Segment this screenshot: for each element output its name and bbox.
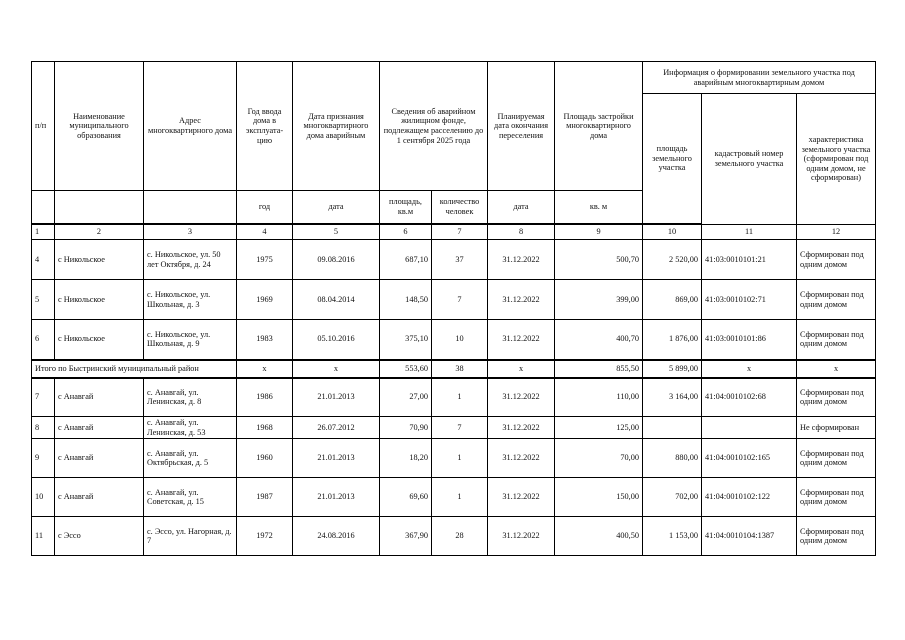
row-build: 150,00 [555, 478, 643, 517]
row-characteristic: Сформирован под одним домом [797, 240, 876, 280]
row-characteristic: Сформирован под одним домом [797, 378, 876, 417]
col-number: 12 [797, 225, 876, 240]
row-planned: 31.12.2022 [488, 417, 555, 439]
row-cadastral: 41:03:0010102:71 [702, 280, 797, 320]
row-number: 9 [32, 439, 55, 478]
row-area: 687,10 [380, 240, 432, 280]
row-date: 26.07.2012 [293, 417, 380, 439]
row-planned: 31.12.2022 [488, 320, 555, 360]
row-build: 399,00 [555, 280, 643, 320]
row-build: 125,00 [555, 417, 643, 439]
row-cadastral: 41:04:0010102:68 [702, 378, 797, 417]
row-land [643, 417, 702, 439]
row-area: 367,90 [380, 517, 432, 556]
row-area: 18,20 [380, 439, 432, 478]
unit-year: год [237, 191, 293, 224]
row-number: 4 [32, 240, 55, 280]
row-address: с. Анавгай, ул. Ленинская, д. 53 [144, 417, 237, 439]
row-address: с. Никольское, ул. 50 лет Октября, д. 24 [144, 240, 237, 280]
col-number: 11 [702, 225, 797, 240]
row-land: 1 153,00 [643, 517, 702, 556]
unit-empty-2 [55, 191, 144, 224]
row-year: 1968 [237, 417, 293, 439]
row-characteristic: Сформирован под одним домом [797, 439, 876, 478]
row-area: 148,50 [380, 280, 432, 320]
row-land: 880,00 [643, 439, 702, 478]
col-number: 2 [55, 225, 144, 240]
row-address: с. Никольское, ул. Школьная, д. 3 [144, 280, 237, 320]
row-number: 7 [32, 378, 55, 417]
row-build: 400,70 [555, 320, 643, 360]
table-row [32, 517, 876, 556]
row-municipality: с Никольское [55, 280, 144, 320]
row-cadastral: 41:04:0010102:165 [702, 439, 797, 478]
row-date: 08.04.2014 [293, 280, 380, 320]
row-address: с. Анавгай, ул. Ленинская, д. 8 [144, 378, 237, 417]
row-year: 1960 [237, 439, 293, 478]
unit-date: дата [293, 191, 380, 224]
row-build: 110,00 [555, 378, 643, 417]
table-row [32, 240, 876, 280]
row-characteristic: Сформирован под одним домом [797, 280, 876, 320]
header-housing-info: Сведения об аварийном жилищном фонде, подлежащем расселению до 1 сентября 2025 года [380, 62, 488, 191]
header-num: п/п [32, 62, 55, 191]
col-number: 3 [144, 225, 237, 240]
row-build: 400,50 [555, 517, 643, 556]
total-cadastral: x [702, 360, 797, 378]
resettlement-table [31, 61, 876, 556]
row-build: 70,00 [555, 439, 643, 478]
row-planned: 31.12.2022 [488, 478, 555, 517]
row-characteristic: Не сформирован [797, 417, 876, 439]
row-people: 1 [432, 378, 488, 417]
unit-empty-1 [32, 191, 55, 224]
col-number: 6 [380, 225, 432, 240]
row-address: с. Никольское, ул. Школьная, д. 9 [144, 320, 237, 360]
row-year: 1969 [237, 280, 293, 320]
row-people: 28 [432, 517, 488, 556]
header-land-info: Информация о формировании земельного участка под аварийным многоквартирным домом [643, 62, 876, 94]
table-row [32, 478, 876, 517]
unit-people: количество человек [432, 191, 488, 224]
row-planned: 31.12.2022 [488, 240, 555, 280]
row-date: 21.01.2013 [293, 478, 380, 517]
row-cadastral: 41:03:0010101:21 [702, 240, 797, 280]
total-build: 855,50 [555, 360, 643, 378]
total-label: Итого по Быстринский муниципальный район [32, 360, 237, 378]
row-land: 869,00 [643, 280, 702, 320]
row-area: 375,10 [380, 320, 432, 360]
col-number: 10 [643, 225, 702, 240]
row-cadastral [702, 417, 797, 439]
row-municipality: с Анавгай [55, 439, 144, 478]
row-cadastral: 41:04:0010104:1387 [702, 517, 797, 556]
row-year: 1983 [237, 320, 293, 360]
header-land-area: площадь земельного участка [643, 94, 702, 224]
row-address: с. Анавгай, ул. Октябрьская, д. 5 [144, 439, 237, 478]
row-cadastral: 41:04:0010102:122 [702, 478, 797, 517]
row-number: 5 [32, 280, 55, 320]
unit-empty-3 [144, 191, 237, 224]
row-area: 27,00 [380, 378, 432, 417]
row-land: 3 164,00 [643, 378, 702, 417]
row-year: 1972 [237, 517, 293, 556]
row-cadastral: 41:03:0010101:86 [702, 320, 797, 360]
row-municipality: с Анавгай [55, 378, 144, 417]
col-number: 4 [237, 225, 293, 240]
row-date: 24.08.2016 [293, 517, 380, 556]
row-municipality: с Никольское [55, 320, 144, 360]
table-row [32, 378, 876, 417]
unit-area: площадь, кв.м [380, 191, 432, 224]
row-land: 2 520,00 [643, 240, 702, 280]
row-planned: 31.12.2022 [488, 378, 555, 417]
total-planned: x [488, 360, 555, 378]
unit-kvm: кв. м [555, 191, 643, 224]
row-municipality: с Анавгай [55, 417, 144, 439]
row-number: 8 [32, 417, 55, 439]
row-address: с. Эссо, ул. Нагорная, д. 7 [144, 517, 237, 556]
row-date: 21.01.2013 [293, 439, 380, 478]
row-date: 21.01.2013 [293, 378, 380, 417]
row-people: 7 [432, 417, 488, 439]
row-number: 11 [32, 517, 55, 556]
row-planned: 31.12.2022 [488, 439, 555, 478]
row-area: 69,60 [380, 478, 432, 517]
col-number: 8 [488, 225, 555, 240]
row-planned: 31.12.2022 [488, 517, 555, 556]
total-area: 553,60 [380, 360, 432, 378]
col-number: 1 [32, 225, 55, 240]
row-municipality: с Никольское [55, 240, 144, 280]
table-row [32, 320, 876, 360]
total-characteristic: x [797, 360, 876, 378]
row-characteristic: Сформирован под одним домом [797, 517, 876, 556]
header-date-recognition: Дата признания многоквартирного дома аварийным [293, 62, 380, 191]
row-build: 500,70 [555, 240, 643, 280]
unit-date2: дата [488, 191, 555, 224]
header-cadastral: кадастровый номер земельного участка [702, 94, 797, 225]
header-address: Адрес многоквартирного дома [144, 62, 237, 191]
row-people: 37 [432, 240, 488, 280]
header-planned-date: Планируемая дата окончания переселения [488, 62, 555, 191]
table-row [32, 417, 876, 439]
col-number: 7 [432, 225, 488, 240]
row-planned: 31.12.2022 [488, 280, 555, 320]
row-year: 1987 [237, 478, 293, 517]
row-year: 1975 [237, 240, 293, 280]
total-land: 5 899,00 [643, 360, 702, 378]
row-date: 09.08.2016 [293, 240, 380, 280]
table-row [32, 280, 876, 320]
col-number: 9 [555, 225, 643, 240]
row-land: 1 876,00 [643, 320, 702, 360]
header-municipality: Наименование муниципального образования [55, 62, 144, 191]
row-people: 7 [432, 280, 488, 320]
row-address: с. Анавгай, ул. Советская, д. 15 [144, 478, 237, 517]
col-number: 5 [293, 225, 380, 240]
row-characteristic: Сформирован под одним домом [797, 478, 876, 517]
row-area: 70,90 [380, 417, 432, 439]
row-people: 1 [432, 439, 488, 478]
row-land: 702,00 [643, 478, 702, 517]
row-people: 1 [432, 478, 488, 517]
total-year: x [237, 360, 293, 378]
row-characteristic: Сформирован под одним домом [797, 320, 876, 360]
header-building-area: Площадь застройки многоквартирного дома [555, 62, 643, 191]
row-date: 05.10.2016 [293, 320, 380, 360]
header-year: Год ввода дома в эксплуата-цию [237, 62, 293, 191]
row-year: 1986 [237, 378, 293, 417]
row-municipality: с Анавгай [55, 478, 144, 517]
row-number: 10 [32, 478, 55, 517]
total-date: x [293, 360, 380, 378]
table-row [32, 439, 876, 478]
row-number: 6 [32, 320, 55, 360]
total-people: 38 [432, 360, 488, 378]
header-characteristic: характеристика земельного участка (сформирован под одним домом, не сформирован) [797, 94, 876, 225]
row-people: 10 [432, 320, 488, 360]
row-municipality: с Эссо [55, 517, 144, 556]
